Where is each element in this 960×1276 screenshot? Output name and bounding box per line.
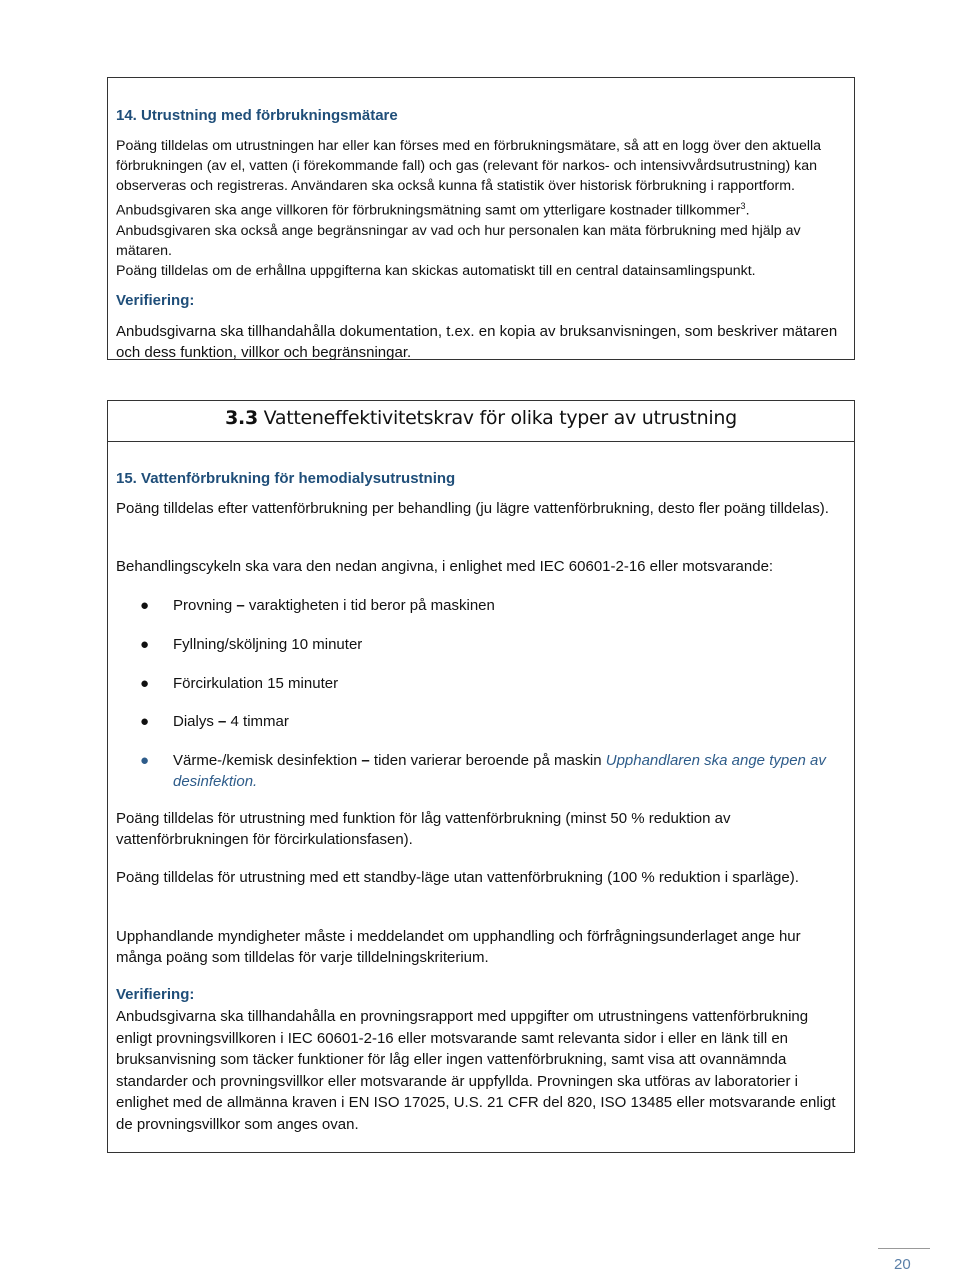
list-item-label: Fyllning/sköljning <box>173 636 288 653</box>
criterion-15-box <box>107 441 855 1153</box>
list-item-note: Upphandlaren ska ange typen av desinfektion. <box>173 752 826 790</box>
criterion-14-body <box>116 136 846 281</box>
list-item <box>140 634 833 655</box>
list-item-label: Provning <box>173 597 233 614</box>
treatment-cycle-text: Behandlingscykeln ska vara den nedan angivna, i enlighet med IEC 60601-2-16 eller motsvarande: <box>116 558 774 575</box>
list-item-label: Förcirkulation <box>173 675 264 692</box>
criterion-15-verification-text: Anbudsgivarna ska tillhandahålla en provningsrapport med uppgifter om utrustningens vattenförbrukning enligt provningsvillkoren i IEC 60601-2-16 eller motsvarande samt relevanta sidor i eller en länk till en bruksanvisning som täcker funktioner för låg eller ingen vattenförbrukning, samt visa att ovannämnda standarder och provningsvillkor eller motsvarande är uppfyllda. Provningen ska utföras av laboratorier i enlighet med de allmänna kraven i EN ISO 17025, U.S. 21 CFR del 820, ISO 13485 eller motsvarande enligt de provningsvillkor som anges ovan. <box>116 1008 836 1133</box>
section-3-3-title <box>108 407 854 429</box>
list-item-dash: – <box>218 713 227 730</box>
criterion-15-heading: 15. Vattenförbrukning för hemodialysutrustning <box>116 470 456 487</box>
criterion-14-verification-text: Anbudsgivarna ska tillhandahålla dokumentation, t.ex. en kopia av bruksanvisningen, som beskriver mätaren och dess funktion, villkor och begränsningar. <box>116 323 838 361</box>
section-number: 3.3 <box>225 407 258 429</box>
criterion-14-body-part3: Poäng tilldelas om de erhållna uppgifterna kan skickas automatiskt till en central datainsamlingspunkt. <box>116 262 756 279</box>
bullet-icon: ● <box>140 597 150 614</box>
criterion-15-verification-label: Verifiering: <box>116 986 195 1003</box>
standby-paragraph: Poäng tilldelas för utrustning med ett standby-läge utan vattenförbrukning (100 % reduktion i sparläge). <box>116 869 799 886</box>
list-item <box>140 673 833 694</box>
list-item-text: 10 minuter <box>291 636 363 653</box>
bullet-icon: ● <box>140 675 150 692</box>
list-item <box>140 711 833 732</box>
section-3-3-header-box <box>107 400 855 442</box>
criterion-14-box <box>107 77 855 360</box>
list-item <box>140 595 833 616</box>
list-item-text: 4 timmar <box>230 713 289 730</box>
list-item <box>140 750 833 792</box>
bullet-icon: ● <box>140 752 150 769</box>
criterion-14-verification-label: Verifiering: <box>116 292 195 309</box>
criterion-14-heading: 14. Utrustning med förbrukningsmätare <box>116 107 398 124</box>
list-item-text: 15 minuter <box>267 675 339 692</box>
bullet-icon: ● <box>140 713 150 730</box>
criterion-14-body-part1: Poäng tilldelas om utrustningen har eller kan förses med en förbrukningsmätare, så att en logg över den aktuella förbrukningen (av el, vatten (i förekommande fall) och gas (relevant för narkos- och intensivvårdsutrustning) kan observeras och registreras. Användaren ska också kunna få statistik över historisk förbrukning i rapportform. Anbudsgivaren ska ange villkoren för förbrukningsmätning samt om ytterligare kostnader tillkommer <box>116 138 822 219</box>
criterion-14-body-part2: . Anbudsgivaren ska också ange begränsningar av vad och hur personalen kan mäta förbrukning med hjälp av mätaren. <box>116 202 801 259</box>
low-water-paragraph: Poäng tilldelas för utrustning med funktion för låg vattenförbrukning (minst 50 % reduktion av vattenförbrukningen för förcirkulationsfasen). <box>116 810 731 848</box>
authority-paragraph: Upphandlande myndigheter måste i meddelandet om upphandling och förfrågningsunderlaget ange hur många poäng som tilldelas för varje tilldelningskriterium. <box>116 928 801 966</box>
list-item-dash: – <box>361 752 370 769</box>
footer-divider <box>878 1248 930 1249</box>
list-item-label: Dialys <box>173 713 214 730</box>
bullet-icon: ● <box>140 636 150 653</box>
footnote-ref: 3 <box>740 201 746 211</box>
list-item-label: Värme-/kemisk desinfektion <box>173 752 358 769</box>
list-item-text: varaktigheten i tid beror på maskinen <box>248 597 495 614</box>
list-item-dash: – <box>236 597 245 614</box>
list-item-text: tiden varierar beroende på maskin <box>373 752 602 769</box>
criterion-15-intro: Poäng tilldelas efter vattenförbrukning per behandling (ju lägre vattenförbrukning, desto fler poäng tilldelas). <box>116 500 829 517</box>
section-title-text: Vatteneffektivitetskrav för olika typer av utrustning <box>263 407 737 429</box>
page-number: 20 <box>894 1256 911 1273</box>
